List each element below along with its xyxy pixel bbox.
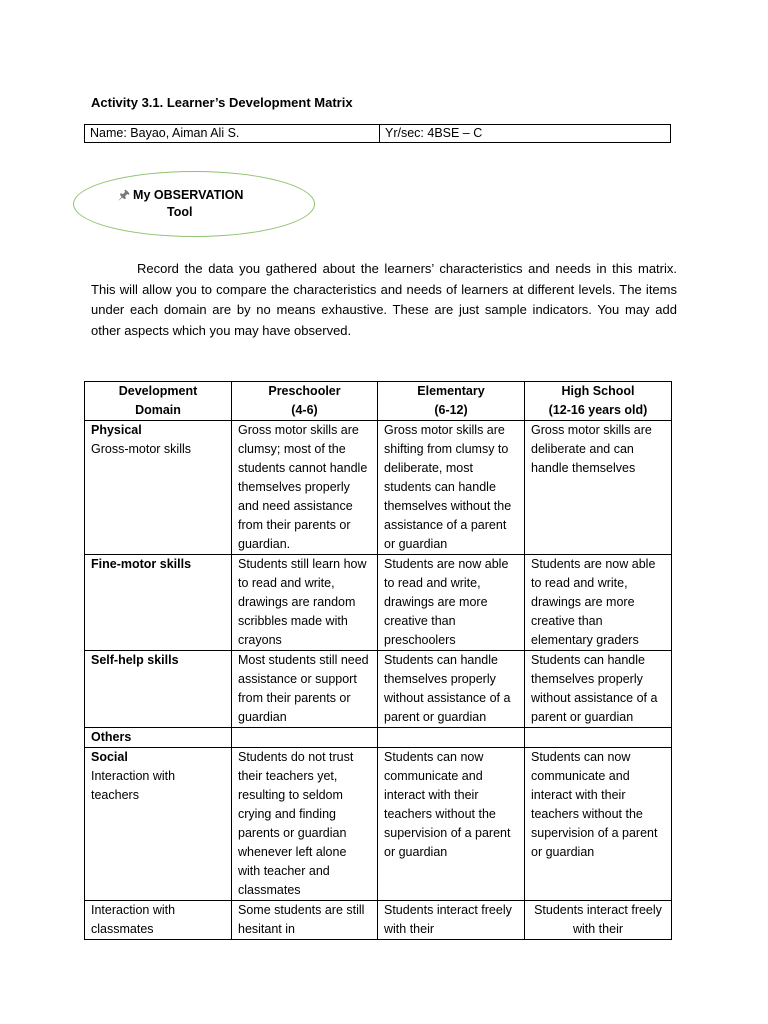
highschool-cell: Gross motor skills are deliberate and can handle themselves [525, 421, 672, 555]
highschool-cell: Students can now communicate and interact with their teachers without the supervision of a parent or guardian [525, 748, 672, 901]
domain-cell: Social Interaction with teachers [85, 748, 232, 901]
header-high-school: High School (12-16 years old) [525, 382, 672, 421]
development-matrix [84, 381, 672, 940]
preschool-cell: Some students are still hesitant in [232, 901, 378, 940]
table-row [85, 651, 672, 728]
instructions-paragraph: Record the data you gathered about the learners’ characteristics and needs in this matrix. This will allow you to compare the characteristics and needs of learners at different levels. The items under each domain are by no means exhaustive. These are just sample indicators. You may add other aspects which you may have observed. [91, 261, 677, 338]
preschool-cell: Gross motor skills are clumsy; most of the students cannot handle themselves properly and need assistance from their parents or guardian. [232, 421, 378, 555]
header-elementary: Elementary (6-12) [378, 382, 525, 421]
elementary-cell: Students can now communicate and interact with their teachers without the supervision of a parent or guardian [378, 748, 525, 901]
header-preschooler: Preschooler (4-6) [232, 382, 378, 421]
table-row [85, 421, 672, 555]
elementary-cell: Students can handle themselves properly without assistance of a parent or guardian [378, 651, 525, 728]
observation-line2: Tool [167, 205, 193, 219]
elementary-cell: Students are now able to read and write, drawings are more creative than preschoolers [378, 555, 525, 651]
student-info-table [84, 124, 671, 143]
page-title: Activity 3.1. Learner’s Development Matrix [91, 95, 353, 110]
year-section: Yr/sec: 4BSE – C [380, 125, 671, 143]
highschool-cell: Students can handle themselves properly without assistance of a parent or guardian [525, 651, 672, 728]
domain-cell: Physical Gross-motor skills [85, 421, 232, 555]
matrix-header-row [85, 382, 672, 421]
highschool-cell [525, 728, 672, 748]
student-name: Name: Bayao, Aiman Ali S. [85, 125, 380, 143]
highschool-cell: Students are now able to read and write, drawings are more creative than elementary graders [525, 555, 672, 651]
elementary-cell: Students interact freely with their [378, 901, 525, 940]
highschool-cell: Students interact freely with their [525, 901, 672, 940]
domain-cell: Interaction with classmates [85, 901, 232, 940]
preschool-cell: Students do not trust their teachers yet, resulting to seldom crying and finding parents or guardian whenever left alone with teacher and classmates [232, 748, 378, 901]
observation-line1: My OBSERVATION [133, 188, 244, 202]
table-row [85, 555, 672, 651]
pushpin-icon: 🖈 [118, 187, 131, 202]
preschool-cell: Students still learn how to read and write, drawings are random scribbles made with crayons [232, 555, 378, 651]
observation-tool-label [118, 186, 243, 221]
domain-cell: Fine-motor skills [85, 555, 232, 651]
elementary-cell [378, 728, 525, 748]
domain-cell: Self-help skills [85, 651, 232, 728]
preschool-cell: Most students still need assistance or support from their parents or guardian [232, 651, 378, 728]
header-domain: Development Domain [85, 382, 232, 421]
table-row [85, 728, 672, 748]
domain-cell: Others [85, 728, 232, 748]
table-row [85, 748, 672, 901]
elementary-cell: Gross motor skills are shifting from clumsy to deliberate, most students can handle themselves without the assistance of a parent or guardian [378, 421, 525, 555]
preschool-cell [232, 728, 378, 748]
table-row [85, 901, 672, 940]
